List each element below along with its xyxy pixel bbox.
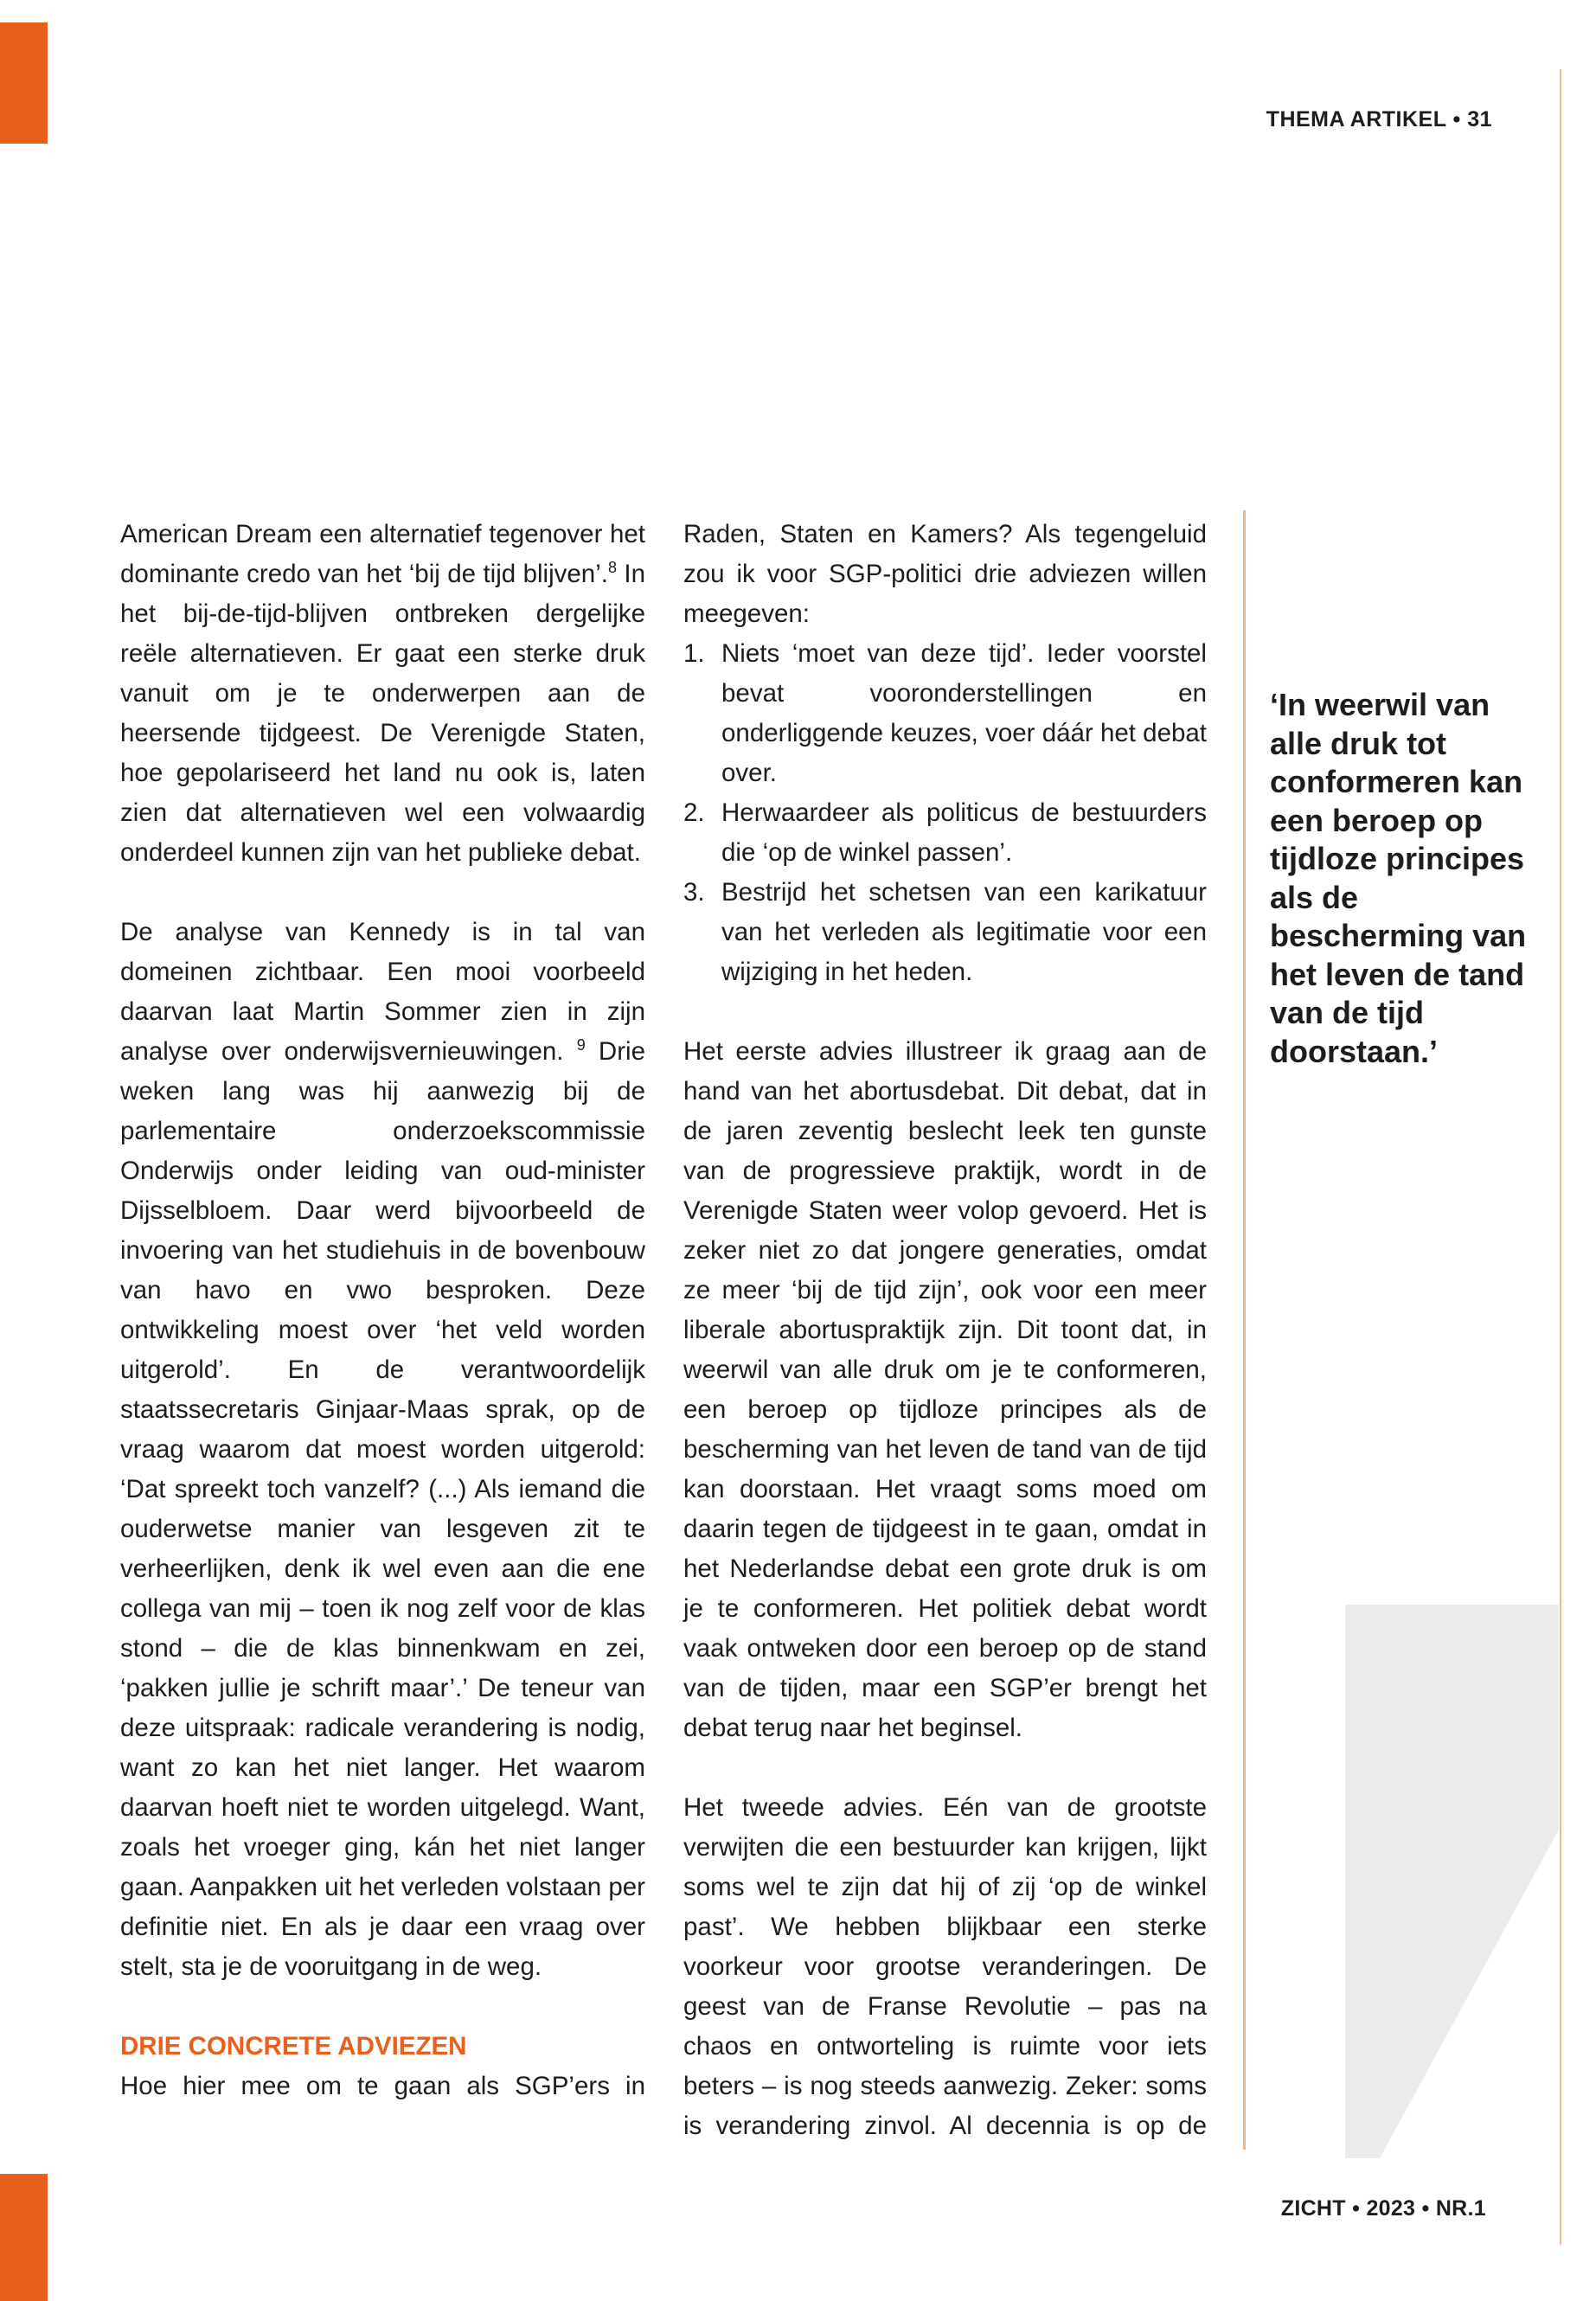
paragraph: Raden, Staten en Kamers? Als tegengeluid zou ik voor SGP-politici drie adviezen willen meegeven: — [683, 520, 1207, 628]
running-footer: ZICHT • 2023 • NR.1 — [1280, 2196, 1486, 2221]
paragraph: Hoe hier mee om te gaan als SGP’ers in — [120, 2072, 645, 2100]
section-heading: DRIE CONCRETE ADVIEZEN — [120, 2032, 467, 2061]
page-edge-rule — [1560, 69, 1561, 2245]
footnote-ref: 8 — [607, 559, 617, 577]
running-header — [1266, 107, 1492, 132]
page-number: 31 — [1467, 107, 1492, 131]
paragraph: Het eerste advies illustreer ik graag aan de hand van het abortusdebat. Dit debat, dat in de jaren zeventig beslecht leek ten gunste van de progressieve praktijk, wordt in de Verenigde Staten weer volop gevoerd. Het is zeker niet zo dat jongere generaties, omdat ze meer ‘bij de tijd zijn’, ook voor een meer liberale abortuspraktijk zijn. Dit toont dat, in weerwil van alle druk om je te conformeren, een beroep op tijdloze principes als de bescherming van het leven de tand van de tijd kan doorstaan. Het vraagt soms moed om daarin tegen de tijdgeest in te gaan, omdat in het Nederlandse debat een grote druk is om je te conformeren. Het politiek debat wordt vaak ontweken door een beroep op de stand van de tijden, maar een SGP’er brengt het debat terug naar het beginsel. — [683, 1037, 1207, 1742]
list-item: 2. Herwaardeer als politicus de bestuurders die ‘op de winkel passen’. — [683, 798, 1207, 867]
paragraph: American Dream een alternatief tegenover het dominante credo van het ‘bij de tijd blijven’.$^8$ In het bij-de-tijd-blijven ontbreken dergelijke reële alternatieven. Er gaat een sterke druk vanuit om je te onderwerpen aan de heersende tijdgeest. De Verenigde Staten, hoe gepolariseerd het land nu ook is, laten zien dat alternatieven wel een volwaardig onderdeel kunnen zijn van het publieke debat. — [120, 520, 645, 867]
magazine-name: ZICHT — [1280, 2196, 1346, 2221]
issue-year: 2023 — [1366, 2196, 1416, 2221]
pull-quote: ‘In weerwil van alle druk tot conformeren kan een beroep op tijdloze principes als de bescherming van het leven de tand van de tijd doorstaan.’ — [1270, 687, 1527, 1069]
issue-number: NR.1 — [1435, 2196, 1486, 2221]
text-column-1 — [120, 515, 645, 2106]
advice-list — [683, 634, 1207, 992]
decorative-z-shape — [1345, 1605, 1559, 2158]
header-separator: • — [1452, 107, 1461, 131]
paragraph: Het tweede advies. Eén van de grootste verwijten die een bestuurder kan krijgen, lijkt soms wel te zijn dat hij of zij ‘op de winkel past’. We hebben blijkbaar een sterke voorkeur voor grootse veranderingen. De geest van de Franse Revolutie – pas na chaos en ontworteling is ruimte voor iets beters – is nog steeds aanwezig. Zeker: soms is verandering zinvol. Al decennia is op de — [683, 1793, 1207, 2140]
pull-quote-rule — [1243, 510, 1246, 2150]
paragraph: De analyse van Kennedy is in tal van domeinen zichtbaar. Een mooi voorbeeld daarvan laat Martin Sommer zien in zijn analyse over onderwijsvernieuwingen. $^9$ Drie weken lang was hij aanwezig bij de parlementaire onderzoekscommissie Onderwijs onder leiding van oud-minister Dijsselbloem. Daar werd bijvoorbeeld de invoering van het studiehuis in de bovenbouw van havo en vwo besproken. Deze ontwikkeling moest over ‘het veld worden uitgerold’. En de verantwoordelijk staatssecretaris Ginjaar-Maas sprak, op de vraag waarom dat moest worden uitgerold: ‘Dat spreekt toch vanzelf? (...) Als iemand die ouderwetse manier van lesgeven zit te verheerlijken, denk ik wel even aan die ene collega van mij – toen ik nog zelf voor de klas stond – die de klas binnenkwam en zei, ‘pakken jullie je schrift maar’.’ De teneur van deze uitspraak: radicale verandering is nodig, want zo kan het niet langer. Het waarom daarvan hoeft niet te worden uitgelegd. Want, zoals het vroeger ging, kán het niet langer gaan. Aanpakken uit het verleden volstaan per definitie niet. En als je daar een vraag over stelt, sta je de vooruitgang in de weg. — [120, 918, 645, 1981]
orange-edge-tab-bottom — [0, 2174, 48, 2301]
footnote-ref: 9 — [576, 1036, 586, 1054]
orange-edge-tab-top — [0, 22, 48, 144]
section-label: THEMA ARTIKEL — [1266, 107, 1447, 131]
list-item: 1. Niets ‘moet van deze tijd’. Ieder voorstel bevat vooronderstellingen en onderliggende keuzes, voer dáár het debat over. — [683, 639, 1207, 787]
text-column-2 — [683, 515, 1207, 2146]
list-item: 3. Bestrijd het schetsen van een karikatuur van het verleden als legitimatie voor een wijziging in het heden. — [683, 878, 1207, 986]
